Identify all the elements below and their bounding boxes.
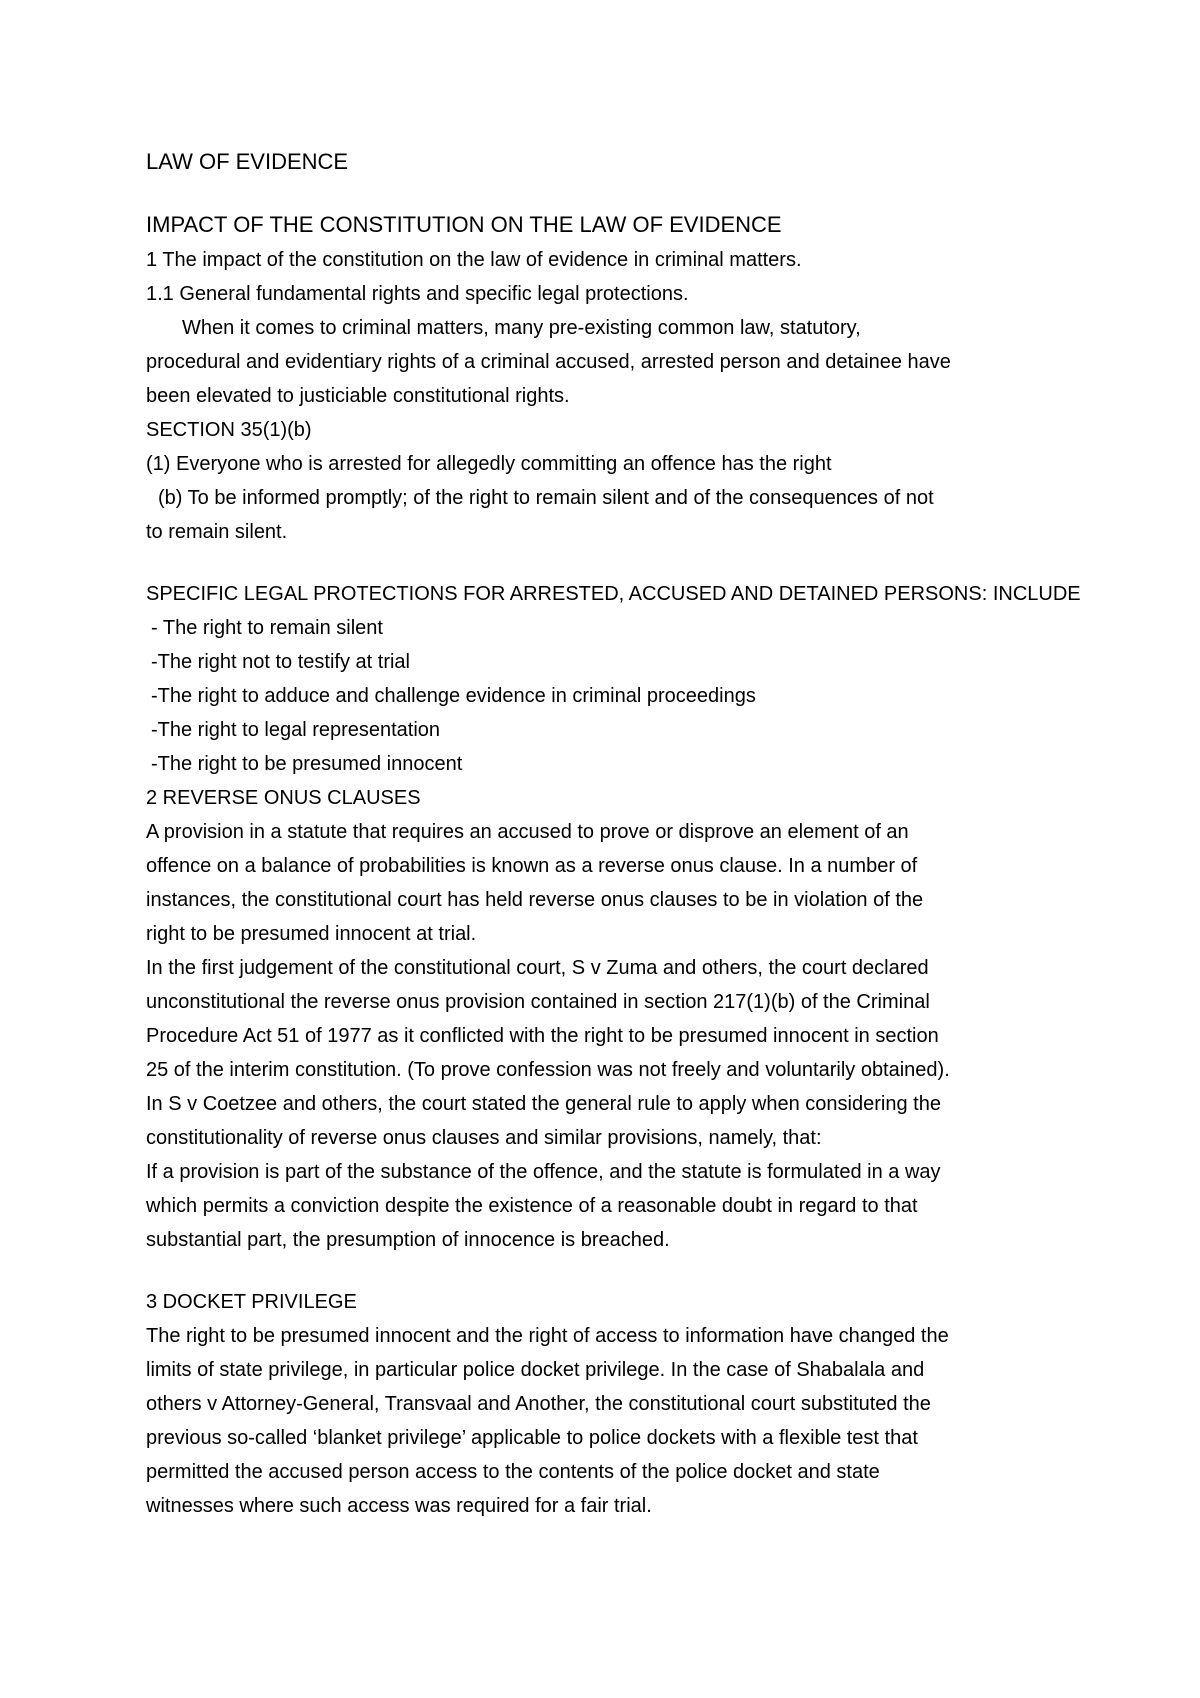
clause-b-line: to remain silent. <box>146 521 288 543</box>
protection-item: -The right to legal representation <box>151 719 441 741</box>
protections-heading: SPECIFIC LEGAL PROTECTIONS FOR ARRESTED, ACCUSED AND DETAINED PERSONS: INCLUDE <box>146 583 1081 605</box>
protection-item: - The right to remain silent <box>151 617 383 639</box>
section-3-line: limits of state privilege, in particular police docket privilege. In the case of Shabalala and <box>146 1359 925 1381</box>
protection-item: -The right to adduce and challenge evidence in criminal proceedings <box>151 685 756 707</box>
spacer <box>146 1257 1076 1285</box>
section-reference: SECTION 35(1)(b) <box>146 419 312 441</box>
paragraph-line: When it comes to criminal matters, many pre-existing common law, statutory, <box>182 317 861 339</box>
section-3-line: The right to be presumed innocent and the right of access to information have changed the <box>146 1325 949 1347</box>
paragraph-line: procedural and evidentiary rights of a criminal accused, arrested person and detainee have <box>146 351 951 373</box>
spacer <box>146 549 1076 577</box>
section-2-line: which permits a conviction despite the existence of a reasonable doubt in regard to that <box>146 1195 918 1217</box>
section-2-line: instances, the constitutional court has held reverse onus clauses to be in violation of the <box>146 889 924 911</box>
protection-item: -The right to be presumed innocent <box>151 753 463 775</box>
document-title: LAW OF EVIDENCE <box>146 149 349 174</box>
section-2-line: If a provision is part of the substance of the offence, and the statute is formulated in a way <box>146 1161 941 1183</box>
section-1-heading: 1 The impact of the constitution on the law of evidence in criminal matters. <box>146 249 802 271</box>
section-2-line: unconstitutional the reverse onus provision contained in section 217(1)(b) of the Criminal <box>146 991 930 1013</box>
clause-b-line: (b) To be informed promptly; of the right to remain silent and of the consequences of not <box>158 487 934 509</box>
main-heading: IMPACT OF THE CONSTITUTION ON THE LAW OF EVIDENCE <box>146 212 782 237</box>
spacer <box>146 179 1076 207</box>
section-2-heading: 2 REVERSE ONUS CLAUSES <box>146 787 421 809</box>
section-3-line: others v Attorney-General, Transvaal and Another, the constitutional court substituted the <box>146 1393 931 1415</box>
section-2-line: right to be presumed innocent at trial. <box>146 923 477 945</box>
section-3-heading: 3 DOCKET PRIVILEGE <box>146 1291 357 1313</box>
section-2-line: constitutionality of reverse onus clauses and similar provisions, namely, that: <box>146 1127 822 1149</box>
section-1-1-heading: 1.1 General fundamental rights and specific legal protections. <box>146 283 689 305</box>
protection-item: -The right not to testify at trial <box>151 651 410 673</box>
section-2-line: 25 of the interim constitution. (To prove confession was not freely and voluntarily obtained). <box>146 1059 950 1081</box>
section-2-line: offence on a balance of probabilities is known as a reverse onus clause. In a number of <box>146 855 918 877</box>
section-2-line: Procedure Act 51 of 1977 as it conflicted with the right to be presumed innocent in section <box>146 1025 939 1047</box>
clause-1: (1) Everyone who is arrested for allegedly committing an offence has the right <box>146 453 832 475</box>
section-2-line: In S v Coetzee and others, the court stated the general rule to apply when considering the <box>146 1093 941 1115</box>
document-page <box>146 145 1081 1523</box>
paragraph-line: been elevated to justiciable constitutional rights. <box>146 385 570 407</box>
section-3-line: permitted the accused person access to the contents of the police docket and state <box>146 1461 880 1483</box>
section-3-line: witnesses where such access was required for a fair trial. <box>146 1495 652 1517</box>
section-2-line: In the first judgement of the constitutional court, S v Zuma and others, the court declared <box>146 957 929 979</box>
section-2-line: substantial part, the presumption of innocence is breached. <box>146 1229 670 1251</box>
section-2-line: A provision in a statute that requires an accused to prove or disprove an element of an <box>146 821 909 843</box>
section-3-line: previous so-called ‘blanket privilege’ applicable to police dockets with a flexible test that <box>146 1427 918 1449</box>
